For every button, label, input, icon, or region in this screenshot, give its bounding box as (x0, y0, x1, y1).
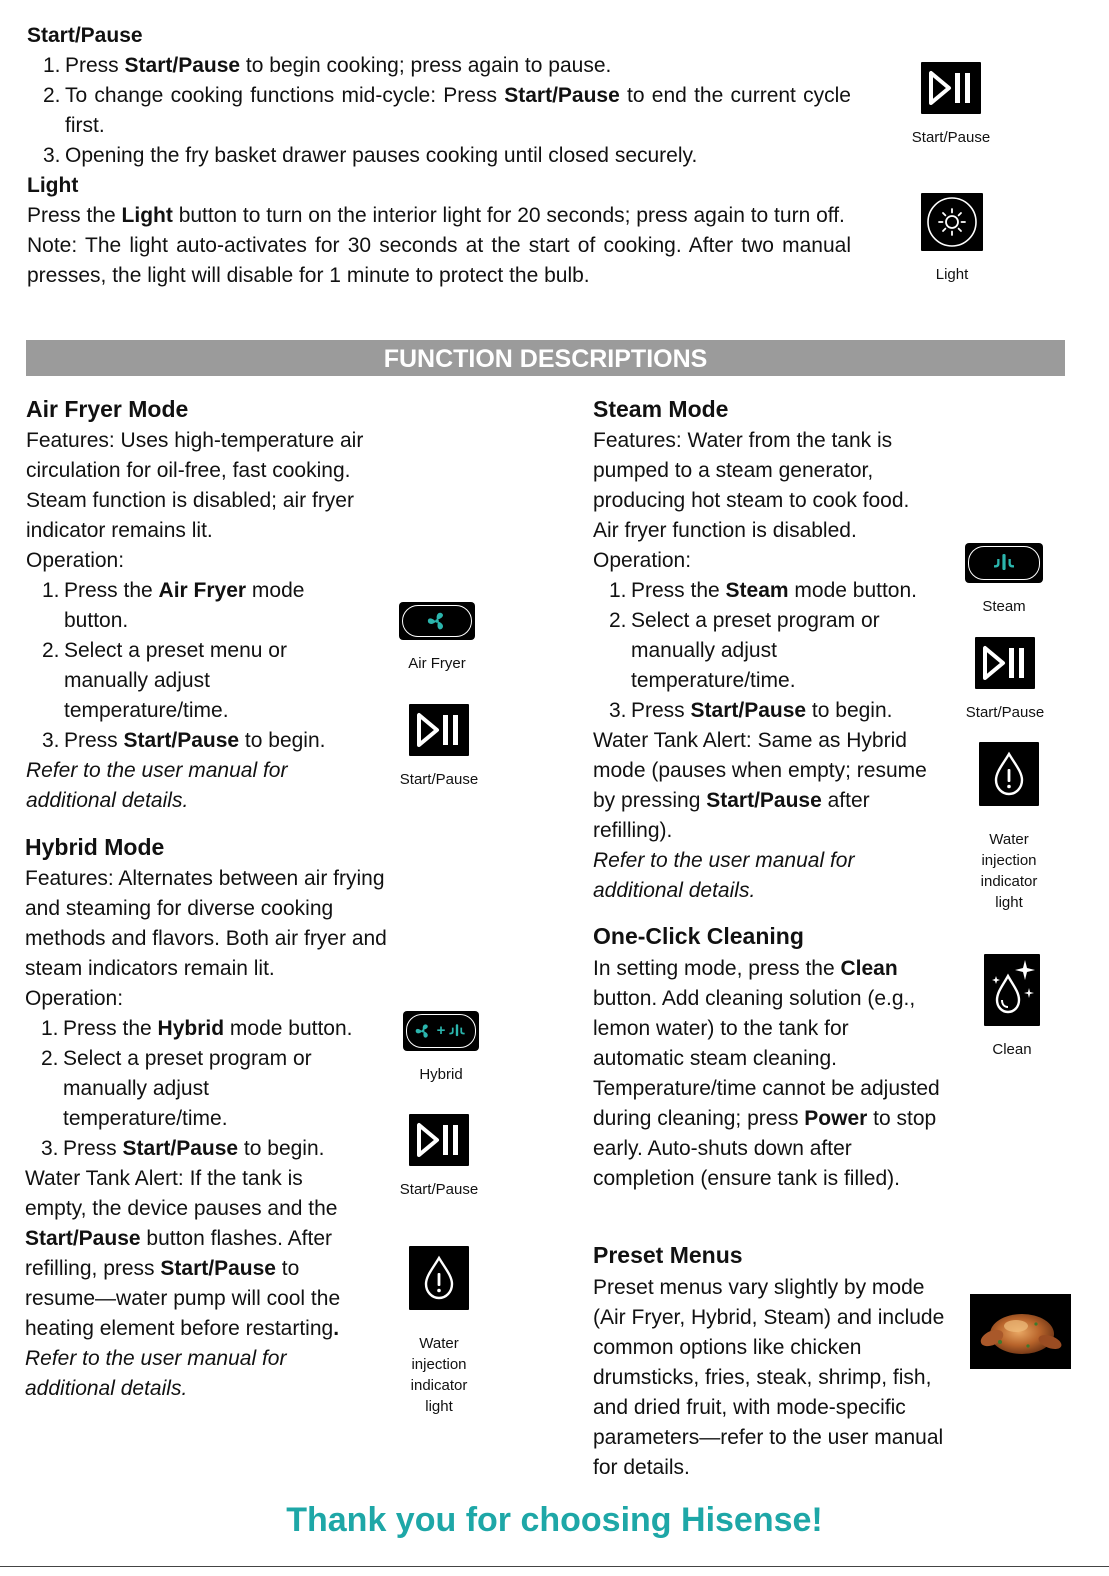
air-fryer-features: Features: Uses high-temperature air circulation for oil-free, fast cooking. Steam function is disabled; air fryer indicator remains lit. (26, 429, 364, 542)
list-item: 3. Press Start/Pause to begin. (41, 1137, 325, 1160)
air-fryer-refer: Refer to the user manual for additional details. (26, 759, 288, 812)
steam-icon (965, 543, 1043, 583)
list-item: 1. Press the Hybrid mode button. (41, 1017, 353, 1040)
start-pause-icon (409, 1114, 469, 1166)
air-fryer-section (26, 394, 388, 816)
water-drop-icon (979, 742, 1039, 806)
light-heading: Light (27, 174, 79, 197)
light-note: Note: The light auto-activates for 30 seconds at the start of cooking. After two manual presses, the light will disable for 1 minute to protect the bulb. (27, 234, 851, 287)
hy-start-pause-icon-box (389, 1114, 489, 1200)
start-pause-icon (409, 704, 469, 756)
light-icon (921, 193, 983, 251)
start-pause-steps (27, 51, 851, 171)
list-item: 1. Press the Air Fryer mode button. (42, 579, 305, 632)
water-icon-label: Water injection indicator light (980, 831, 1038, 911)
hybrid-icon-label: Hybrid (419, 1066, 463, 1083)
st-water-icon-box (966, 742, 1052, 913)
hybrid-plus-sign: + (436, 1022, 446, 1039)
start-pause-icon-label: Start/Pause (399, 1181, 479, 1198)
presets-text: Preset menus vary slightly by mode (Air Fryer, Hybrid, Steam) and include common options like chicken drumsticks, fries, steak, shrimp, fish, and dried fruit, with mode-specific parameters—refer to the user manual for details. (593, 1276, 945, 1479)
st-start-pause-icon-box (955, 637, 1055, 723)
start-pause-icon-label: Start/Pause (911, 129, 991, 146)
start-pause-icon-label: Start/Pause (965, 704, 1045, 721)
air-fryer-operation-label: Operation: (26, 549, 125, 572)
steam-icon-box (958, 543, 1050, 617)
hy-water-icon-box (396, 1246, 482, 1417)
steam-section (593, 394, 953, 906)
thank-you-message: Thank you for choosing Hisense! (286, 1501, 823, 1539)
cleaning-section (593, 921, 943, 1194)
hybrid-features: Features: Alternates between air frying and steaming for diverse cooking methods and flavors. Both air fryer and steam indicators remain lit. (25, 867, 387, 980)
clean-icon-box (972, 954, 1052, 1060)
cleaning-heading: One-Click Cleaning (593, 923, 804, 949)
hybrid-icon-box (396, 1011, 486, 1085)
light-text: Press the Light button to turn on the interior light for 20 seconds; press again to turn off. (27, 204, 845, 227)
start-pause-icon-box (900, 62, 1002, 148)
steam-steps (593, 576, 953, 726)
list-item: 3. Opening the fry basket drawer pauses cooking until closed securely. (43, 144, 698, 167)
air-fryer-icon-label: Air Fryer (408, 655, 466, 672)
steam-heading: Steam Mode (593, 396, 729, 422)
hybrid-refer: Refer to the user manual for additional details. (25, 1347, 287, 1400)
hybrid-icon (403, 1011, 479, 1051)
hybrid-heading: Hybrid Mode (25, 834, 165, 860)
steam-refer: Refer to the user manual for additional details. (593, 849, 855, 902)
list-item: 2. Select a preset program or manually adjust temperature/time. (609, 609, 880, 692)
start-pause-icon-label: Start/Pause (399, 771, 479, 788)
water-icon-label: Water injection indicator light (410, 1335, 468, 1415)
list-item: 1. Press Start/Pause to begin cooking; press again to pause. (43, 54, 612, 77)
roast-chicken-image (970, 1294, 1071, 1369)
clean-icon-label: Clean (992, 1041, 1032, 1058)
steam-features: Features: Water from the tank is pumped to a steam generator, producing hot steam to cook food. Air fryer function is disabled. (593, 429, 910, 542)
list-item: 2. Select a preset menu or manually adjust temperature/time. (42, 639, 287, 722)
hybrid-section (25, 832, 387, 1404)
bottom-divider (0, 1566, 1109, 1567)
hybrid-water-alert: Water Tank Alert: If the tank is empty, the device pauses and the Start/Pause button flashes. After refilling, press Start/Pause to resume—water pump will cool the heating element before restarting. (25, 1167, 341, 1340)
clean-icon (984, 954, 1040, 1026)
list-item: 2. Select a preset program or manually adjust temperature/time. (41, 1047, 312, 1130)
list-item: 3. Press Start/Pause to begin. (609, 699, 893, 722)
function-descriptions-banner: FUNCTION DESCRIPTIONS (26, 340, 1065, 376)
start-pause-heading: Start/Pause (27, 24, 143, 47)
light-icon-box (911, 193, 993, 285)
start-pause-icon (921, 62, 981, 114)
air-fryer-steps (26, 576, 326, 756)
list-item: 3. Press Start/Pause to begin. (42, 729, 326, 752)
light-icon-label: Light (935, 266, 969, 283)
list-item: 1. Press the Steam mode button. (609, 579, 917, 602)
air-fryer-icon (399, 602, 475, 640)
steam-water-alert: Water Tank Alert: Same as Hybrid mode (pauses when empty; resume by pressing Start/Pause after refilling). (593, 729, 927, 842)
presets-section (593, 1240, 955, 1483)
cleaning-text: In setting mode, press the Clean button. Add cleaning solution (e.g., lemon water) to the tank for automatic steam cleaning. Temperature/time cannot be adjusted during cleaning; press Power to stop early. Auto-shuts down after completion (ensure tank is filled). (593, 957, 940, 1190)
af-start-pause-icon-box (389, 704, 489, 790)
air-fryer-heading: Air Fryer Mode (26, 396, 189, 422)
start-pause-icon (975, 637, 1035, 689)
presets-heading: Preset Menus (593, 1242, 743, 1268)
hybrid-steps (25, 1014, 375, 1164)
air-fryer-icon-box (392, 602, 482, 674)
list-item: 2. To change cooking functions mid-cycle: Press Start/Pause to end the current cycle first. (43, 84, 851, 137)
start-pause-section (27, 21, 851, 291)
hybrid-operation-label: Operation: (25, 987, 124, 1010)
steam-operation-label: Operation: (593, 549, 692, 572)
steam-icon-label: Steam (982, 598, 1026, 615)
water-drop-icon (409, 1246, 469, 1310)
